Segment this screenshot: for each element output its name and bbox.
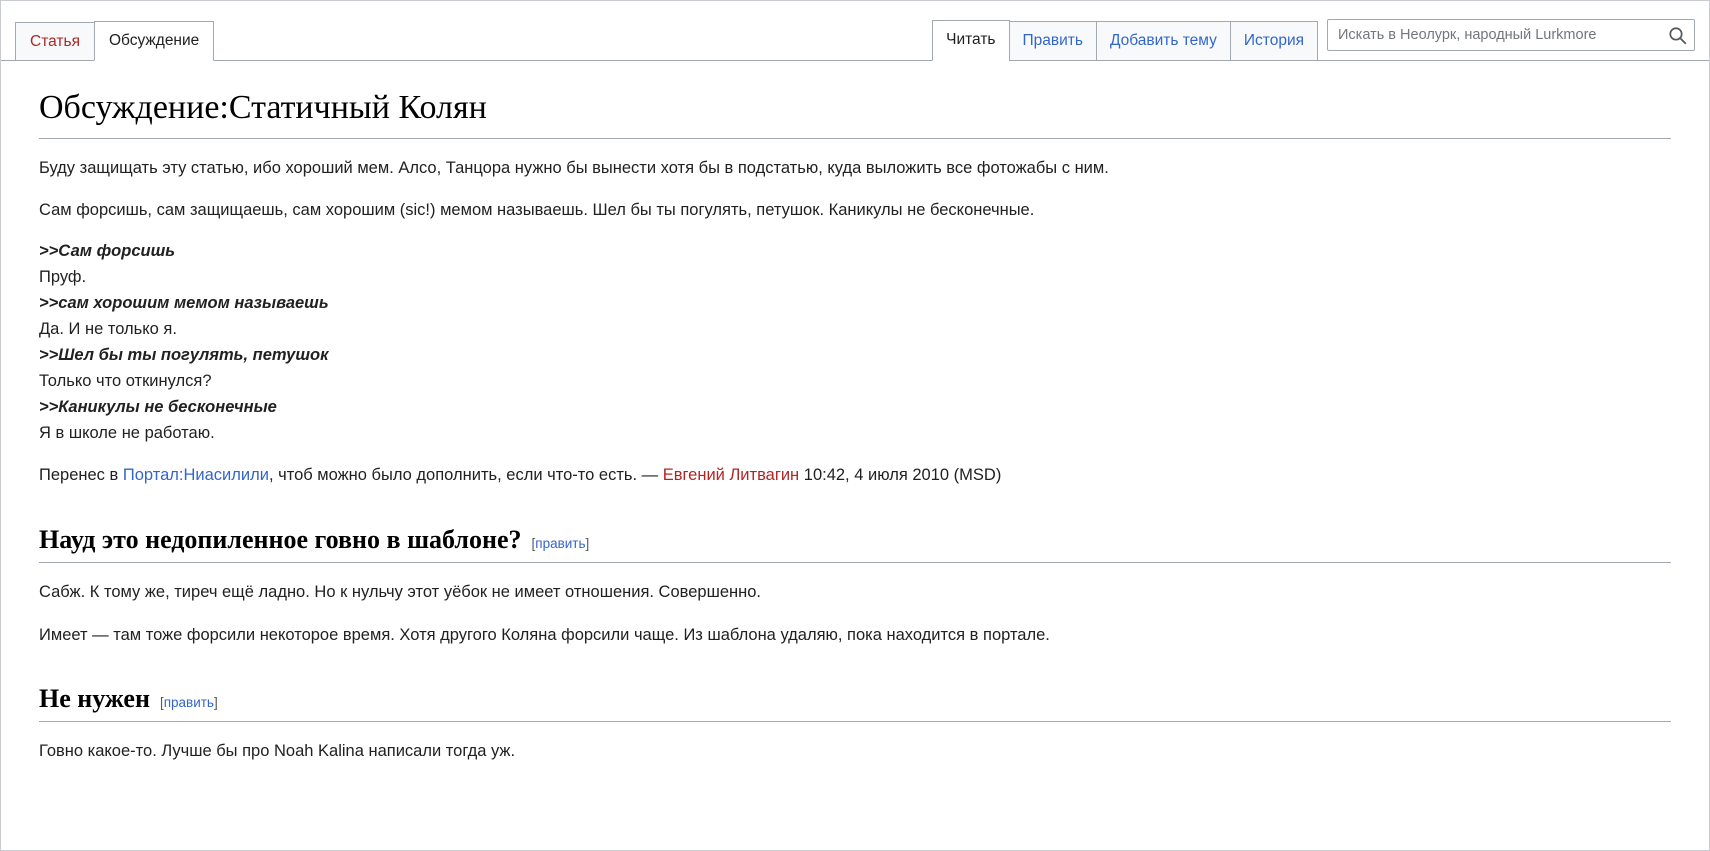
search-icon[interactable]: [1660, 20, 1694, 50]
edit-section-1-link[interactable]: править: [535, 536, 586, 552]
signature-timestamp: 10:42, 4 июля 2010 (MSD): [799, 466, 1002, 485]
section-heading-1-text: Науд это недопиленное говно в шаблоне?: [39, 525, 522, 555]
tab-history[interactable]: [1230, 21, 1318, 61]
tab-article[interactable]: [15, 22, 95, 61]
quote-text: >>Сам форсишь: [39, 241, 176, 260]
quote-text: >>сам хорошим мемом называешь: [39, 294, 329, 313]
section-heading-2-text: Не нужен: [39, 684, 150, 714]
quote-line: [39, 290, 1671, 316]
quote-line: [39, 394, 1671, 420]
discussion-body: [39, 155, 1671, 490]
page-title: Обсуждение:Статичный Колян: [39, 87, 1671, 139]
user-signature-link[interactable]: Евгений Литвагин: [662, 466, 800, 485]
search-input[interactable]: [1328, 27, 1660, 43]
bracket-open: [: [531, 536, 536, 552]
quote-line: [39, 342, 1671, 368]
tab-add-topic[interactable]: [1096, 21, 1231, 61]
bracket-open: [: [159, 695, 164, 711]
comment-first: Буду защищать эту статью, ибо хороший мем. Алсо, Танцора нужно бы вынести хотя бы в подстатью, куда выложить все фотожабы с ним.: [39, 158, 1109, 177]
answer-line: Да. И не только я.: [39, 320, 177, 339]
answer-line: Я в школе не работаю.: [39, 424, 215, 443]
section-1-paragraph: Имеет — там тоже форсили некоторое время. Хотя другого Коляна форсили чаще. Из шаблона удаляю, пока находится в портале.: [39, 625, 1050, 644]
answer-line: Только что откинулся?: [39, 372, 212, 391]
tab-edit-label: Править: [1022, 32, 1083, 49]
tab-add-topic-label: Добавить тему: [1109, 32, 1217, 49]
tab-article-label: Статья: [30, 32, 80, 50]
top-navigation-bar: [1, 1, 1709, 61]
section-heading-2: [39, 682, 1671, 722]
tab-edit[interactable]: [1009, 21, 1097, 61]
tab-discussion[interactable]: [94, 21, 214, 61]
section-1-paragraph: Сабж. К тому же, тиреч ещё ладно. Но к нульчу этот уёбок не имеет отношения. Совершенно.: [39, 582, 761, 601]
edit-section-2: [160, 695, 218, 710]
namespace-tabs: [15, 21, 213, 61]
comment-reply: Сам форсишь, сам защищаешь, сам хорошим (sic!) мемом называешь. Шел бы ты погулять, петушок. Каникулы не бесконечные.: [39, 201, 1035, 220]
edit-section-2-link[interactable]: править: [163, 695, 214, 711]
quote-text: >>Шел бы ты погулять, петушок: [39, 346, 329, 365]
section-heading-1: [39, 523, 1671, 563]
section-1-body: [39, 579, 1671, 648]
answer-line: Пруф.: [39, 268, 87, 286]
tab-discussion-label: Обсуждение: [108, 31, 200, 49]
moved-text-after: , чтоб можно было дополнить, если что-то есть. —: [268, 466, 663, 485]
bracket-close: ]: [585, 536, 590, 552]
comment-moved: [39, 462, 1671, 489]
section-2-paragraph: Говно какое-то. Лучше бы про Noah Kalina написали тогда уж.: [39, 742, 516, 761]
quote-line: [39, 238, 1671, 264]
tab-read[interactable]: [932, 20, 1009, 61]
edit-section-1: [532, 536, 590, 551]
search-box[interactable]: [1327, 19, 1695, 51]
quoted-exchange: [39, 238, 1671, 447]
view-tabs: [932, 20, 1317, 61]
page-content: [1, 87, 1709, 765]
portal-link[interactable]: Портал:Ниасилили: [122, 466, 269, 485]
tab-history-label: История: [1243, 32, 1304, 49]
bracket-close: ]: [213, 695, 218, 711]
moved-text-before: Перенес в: [39, 466, 123, 485]
tab-read-label: Читать: [946, 31, 996, 48]
quote-text: >>Каникулы не бесконечные: [39, 398, 277, 417]
section-2-body: [39, 738, 1671, 765]
